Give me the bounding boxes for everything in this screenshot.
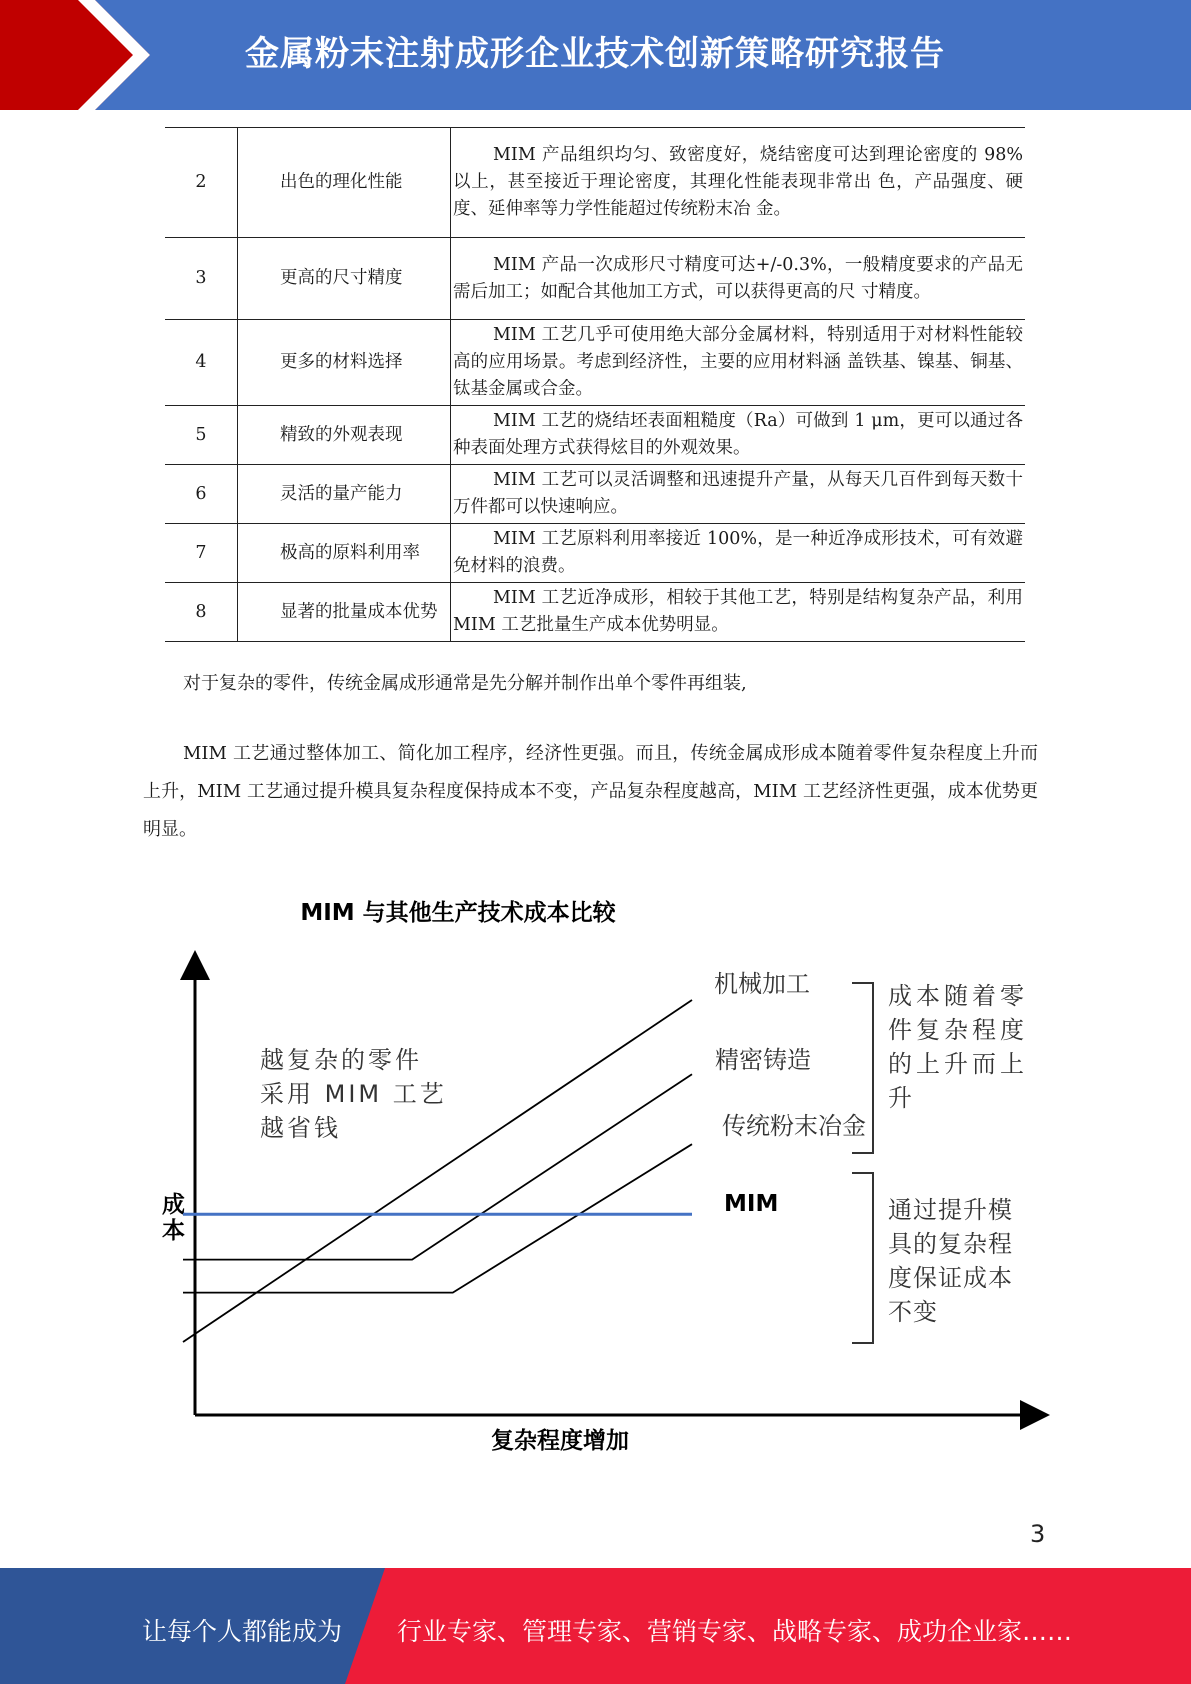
row-title: 灵活的量产能力 bbox=[238, 465, 451, 524]
brace-top-note-2: 件复杂程度 bbox=[888, 1016, 1028, 1044]
label-casting: 精密铸造 bbox=[715, 1046, 811, 1074]
brace-bottom-note-4: 不变 bbox=[888, 1298, 938, 1326]
row-description: MIM 工艺原料利用率接近 100%，是一种近净成形技术，可有效避免材料的浪费。 bbox=[451, 524, 1026, 583]
page-footer bbox=[0, 1568, 1191, 1684]
table-row bbox=[165, 128, 1025, 238]
brace-top-note-1: 成本随着零 bbox=[888, 982, 1028, 1010]
label-machining: 机械加工 bbox=[714, 970, 810, 998]
footer-slogan-right: 行业专家、管理专家、营销专家、战略专家、成功企业家…… bbox=[397, 1617, 1073, 1646]
advantages-table bbox=[165, 127, 1025, 642]
label-pm: 传统粉末冶金 bbox=[722, 1112, 866, 1140]
table-row bbox=[165, 406, 1025, 465]
row-description: MIM 工艺近净成形，相较于其他工艺，特别是结构复杂产品，利用 MIM 工艺批量生产成本优势明显。 bbox=[451, 583, 1026, 642]
x-axis-label: 复杂程度增加 bbox=[491, 1428, 629, 1454]
brace-top-note-3: 的上升而上 bbox=[888, 1050, 1028, 1078]
row-description: MIM 工艺可以灵活调整和迅速提升产量，从每天几百件到每天数十万件都可以快速响应。 bbox=[451, 465, 1026, 524]
brace-top-note-4: 升 bbox=[888, 1084, 916, 1112]
row-title: 显著的批量成本优势 bbox=[238, 583, 451, 642]
row-title: 更高的尺寸精度 bbox=[238, 238, 451, 320]
page-header bbox=[0, 0, 1191, 110]
row-number: 5 bbox=[165, 406, 238, 465]
row-description: MIM 产品一次成形尺寸精度可达+/-0.3%，一般精度要求的产品无需后加工；如配合其他加工方式，可以获得更高的尺 寸精度。 bbox=[451, 238, 1026, 320]
cost-comparison-chart bbox=[140, 880, 1060, 1460]
row-title: 极高的原料利用率 bbox=[238, 524, 451, 583]
series-pm-line bbox=[183, 1144, 692, 1292]
y-axis-label-2: 本 bbox=[162, 1218, 185, 1244]
label-mim: MIM bbox=[724, 1191, 779, 1217]
paragraph-2: MIM 工艺通过整体加工、简化加工程序，经济性更强。而且，传统金属成形成本随着零件复杂程度上升而上升，MIM 工艺通过提升模具复杂程度保持成本不变，产品复杂程度越高，MIM 工艺经济性更强，成本优势更明显。 bbox=[143, 743, 1038, 840]
header-chevron-icon bbox=[0, 0, 160, 110]
page-number: 3 bbox=[1030, 1520, 1046, 1548]
table-row bbox=[165, 524, 1025, 583]
footer-slogan-left: 让每个人都能成为 bbox=[142, 1617, 343, 1646]
report-title: 金属粉末注射成形企业技术创新策略研究报告 bbox=[245, 34, 945, 74]
brace-bottom-note-3: 度保证成本 bbox=[888, 1264, 1013, 1292]
row-number: 8 bbox=[165, 583, 238, 642]
left-note-line-1: 越复杂的零件 bbox=[260, 1046, 422, 1074]
brace-bottom-note-2: 具的复杂程 bbox=[888, 1230, 1013, 1258]
left-note-line-2: 采用 MIM 工艺 bbox=[260, 1080, 447, 1108]
row-number: 2 bbox=[165, 128, 238, 238]
table-row bbox=[165, 238, 1025, 320]
row-description: MIM 产品组织均匀、致密度好，烧结密度可达到理论密度的 98%以上，甚至接近于理论密度，其理化性能表现非常出 色，产品强度、硬度、延伸率等力学性能超过传统粉末冶 金。 bbox=[451, 128, 1026, 238]
row-number: 3 bbox=[165, 238, 238, 320]
table-row bbox=[165, 320, 1025, 406]
row-number: 4 bbox=[165, 320, 238, 406]
paragraph-1: 对于复杂的零件，传统金属成形通常是先分解并制作出单个零件再组装, bbox=[183, 673, 747, 694]
row-title: 出色的理化性能 bbox=[238, 128, 451, 238]
row-number: 7 bbox=[165, 524, 238, 583]
brace-bottom bbox=[852, 1173, 873, 1343]
y-axis-label-1: 成 bbox=[162, 1192, 185, 1218]
table-row bbox=[165, 583, 1025, 642]
brace-bottom-note-1: 通过提升模 bbox=[888, 1196, 1013, 1224]
row-title: 精致的外观表现 bbox=[238, 406, 451, 465]
row-title: 更多的材料选择 bbox=[238, 320, 451, 406]
row-description: MIM 工艺几乎可使用绝大部分金属材料，特别适用于对材料性能较高的应用场景。考虑到经济性，主要的应用材料涵 盖铁基、镍基、铜基、钛基金属或合金。 bbox=[451, 320, 1026, 406]
row-number: 6 bbox=[165, 465, 238, 524]
chart-title: MIM 与其他生产技术成本比较 bbox=[300, 900, 616, 926]
row-description: MIM 工艺的烧结坯表面粗糙度（Ra）可做到 1 μm，更可以通过各种表面处理方式获得炫目的外观效果。 bbox=[451, 406, 1026, 465]
left-note-line-3: 越省钱 bbox=[260, 1114, 341, 1142]
table-row bbox=[165, 465, 1025, 524]
